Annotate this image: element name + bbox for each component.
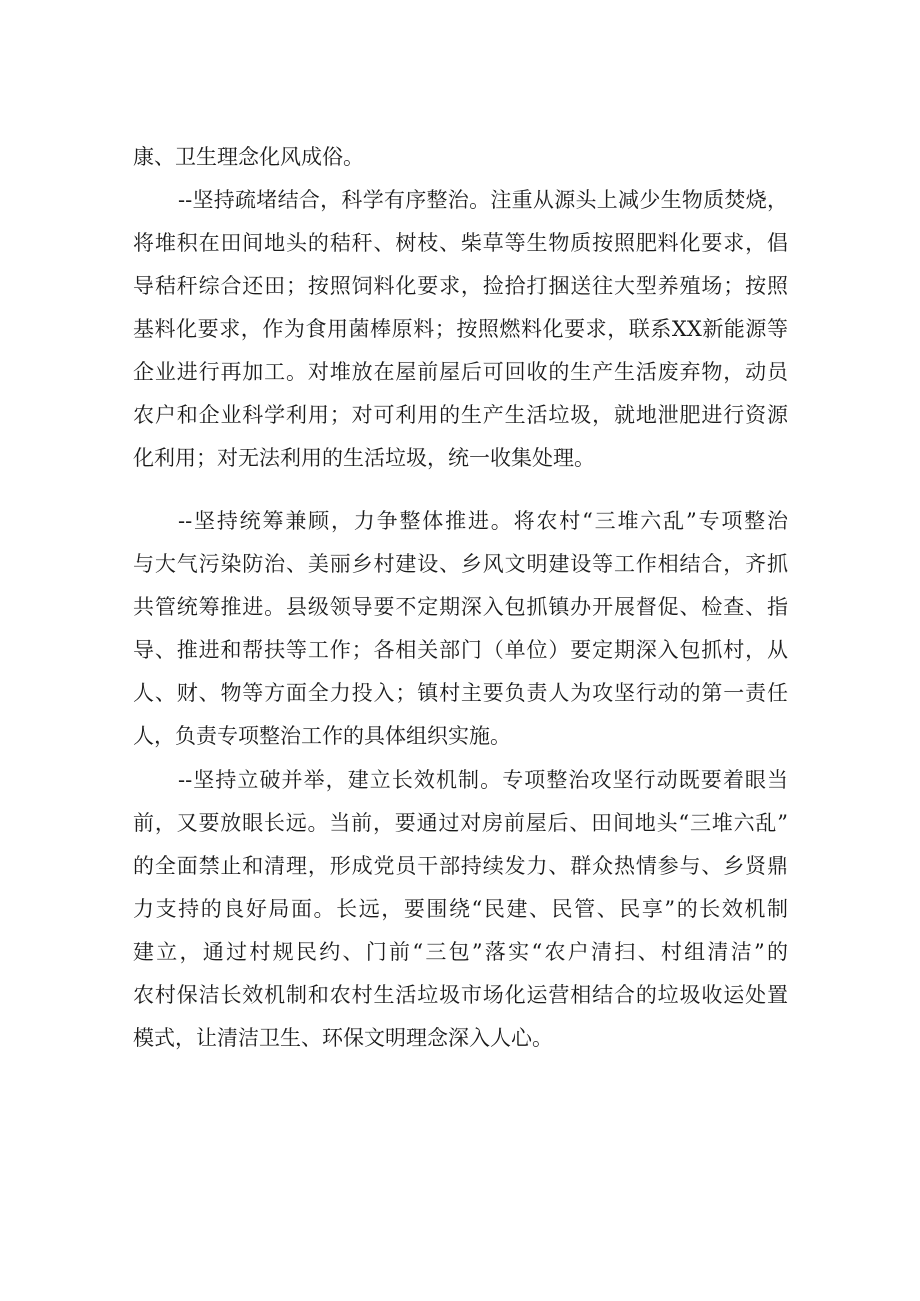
text-line: 共管统筹推进。县级领导要不定期深入包抓镇办开展督促、检查、指 xyxy=(133,595,788,619)
text-line: 农户和企业科学利用；对可利用的生产生活垃圾，就地泄肥进行资源 xyxy=(133,403,788,427)
text-line: --坚持立破并举，建立长效机制。专项整治攻坚行动既要着眼当 xyxy=(178,768,788,792)
text-line: 康、卫生理念化风成俗。 xyxy=(133,145,364,169)
text-line: 建立，通过村规民约、门前“三包”落实“农户清扫、村组清洁”的 xyxy=(133,940,788,964)
paragraph xyxy=(133,179,788,480)
text-line: 导秸秆综合还田；按照饲料化要求，捡拾打捆送往大型养殖场；按照 xyxy=(133,274,788,298)
text-line: 模式，让清洁卫生、环保文明理念深入人心。 xyxy=(133,1026,553,1050)
text-line: 农村保洁长效机制和农村生活垃圾市场化运营相结合的垃圾收运处置 xyxy=(133,983,788,1007)
text-line: --坚持疏堵结合，科学有序整治。注重从源头上减少生物质焚烧， xyxy=(178,188,788,212)
paragraph xyxy=(133,136,788,179)
text-line: 基料化要求，作为食用菌棒原料；按照燃料化要求，联系XX新能源等 xyxy=(133,317,788,341)
text-line: 人、财、物等方面全力投入；镇村主要负责人为攻坚行动的第一责任 xyxy=(133,681,788,705)
text-line: --坚持统筹兼顾，力争整体推进。将农村“三堆六乱”专项整治 xyxy=(178,509,788,533)
text-line: 前，又要放眼长远。当前，要通过对房前屋后、田间地头“三堆六乱” xyxy=(133,811,788,835)
text-line: 与大气污染防治、美丽乡村建设、乡风文明建设等工作相结合，齐抓 xyxy=(133,552,788,576)
paragraph xyxy=(133,500,788,758)
text-line: 力支持的良好局面。长远，要围绕“民建、民管、民享”的长效机制 xyxy=(133,897,788,921)
text-line: 导、推进和帮扶等工作；各相关部门（单位）要定期深入包抓村，从 xyxy=(133,638,788,662)
text-line: 化利用；对无法利用的生活垃圾，统一收集处理。 xyxy=(133,446,595,470)
text-line: 企业进行再加工。对堆放在屋前屋后可回收的生产生活废弃物，动员 xyxy=(133,360,788,384)
text-line: 人，负责专项整治工作的具体组织实施。 xyxy=(133,724,511,748)
paragraph xyxy=(133,759,788,1060)
text-line: 将堆积在田间地头的秸秆、树枝、柴草等生物质按照肥料化要求，倡 xyxy=(133,231,788,255)
text-line: 的全面禁止和清理，形成党员干部持续发力、群众热情参与、乡贤鼎 xyxy=(133,854,788,878)
document-body xyxy=(133,136,788,1060)
